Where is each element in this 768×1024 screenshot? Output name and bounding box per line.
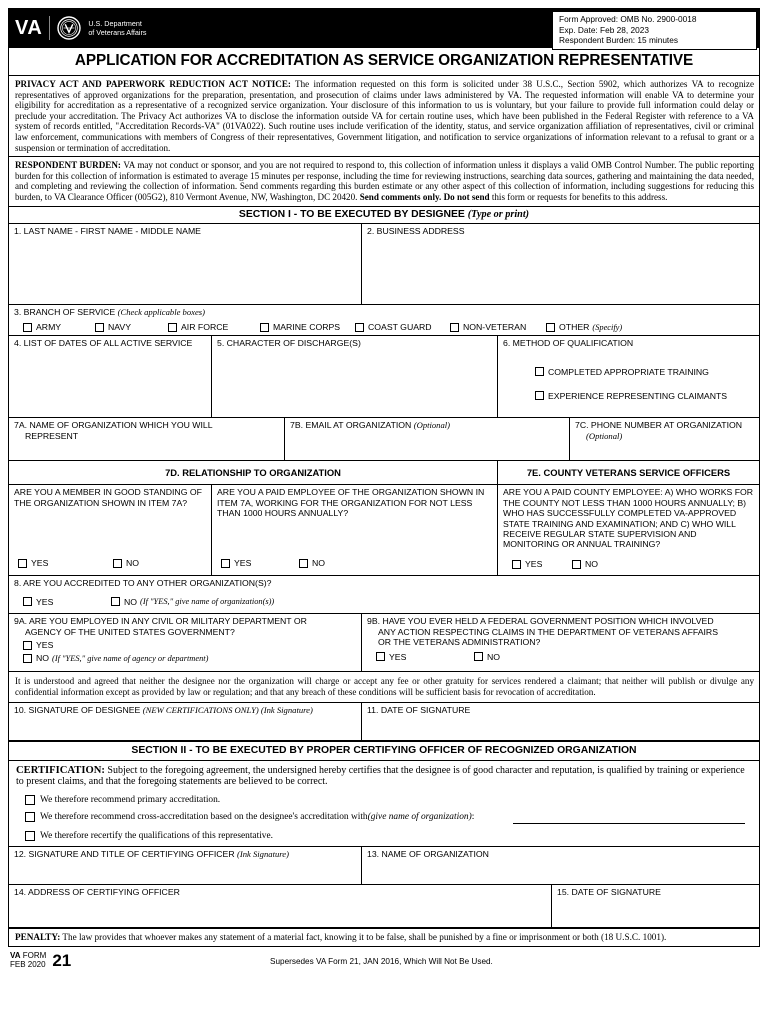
- va-wordmark: VA: [15, 17, 43, 39]
- checkbox-label-suffix: :: [471, 811, 475, 822]
- item-7a-label: [14, 420, 280, 441]
- item-4-label: 4. LIST OF DATES OF ALL ACTIVE SERVICE: [14, 338, 193, 349]
- checkbox-label-hint: (If "YES," give name of organization(s)): [140, 597, 275, 607]
- checkbox-label: AIR FORCE: [181, 322, 229, 333]
- yesno-group-7d-1: [18, 558, 206, 568]
- field-designee-signature[interactable]: [9, 703, 362, 740]
- field-certifying-officer-signature[interactable]: [9, 847, 362, 884]
- checkbox-recommend-cross-accreditation[interactable]: [25, 812, 753, 822]
- checkbox-box-icon[interactable]: [450, 323, 459, 332]
- yesno-group-7e: [512, 559, 692, 569]
- checkbox-label-hint: (give name of organization): [367, 811, 472, 822]
- field-character-of-discharge[interactable]: [212, 336, 498, 417]
- checkbox-7d1-yes[interactable]: [18, 558, 113, 568]
- checkbox-7e-no[interactable]: [572, 559, 598, 569]
- checkbox-box-icon[interactable]: [23, 323, 32, 332]
- checkbox-7e-yes[interactable]: [512, 559, 572, 569]
- field-date-of-signature-certifying[interactable]: [552, 885, 759, 927]
- item-12-label-hint: (Ink Signature): [237, 848, 289, 859]
- item-7c-label-hint: (Optional): [586, 430, 623, 441]
- checkbox-box-icon[interactable]: [535, 391, 544, 400]
- checkbox-box-icon[interactable]: [572, 560, 581, 569]
- field-accredited-other-organizations: [9, 576, 759, 613]
- field-federal-position-claims: [362, 614, 759, 671]
- penalty-body: The law provides that whoever makes any statement of a material fact, knowing it to be false, shall be punished by a fine or imprisonment or both (18 U.S.C. 1001).: [60, 931, 667, 942]
- checkbox-box-icon[interactable]: [376, 652, 385, 661]
- checkbox-7d2-no[interactable]: [299, 558, 325, 568]
- item-10-label: [14, 705, 357, 715]
- field-organization-name-certifying[interactable]: [362, 847, 759, 884]
- checkbox-label: OTHER: [559, 322, 590, 333]
- branch-checkbox-group: [14, 322, 755, 332]
- respondent-burden-body1: VA may not conduct or sponsor, and you are not required to respond to, this collection of information unless it displays a valid OMB Control Number. The public reporting burden for this collection of information is estimated to average 15 minutes per response, including the time for reviewing instructions, searching data sources, gathering and maintaining the data needed, and completing and reviewing the collection of information. Send comments regarding this burden estimate or any other aspect of this collection of information, including suggestions for reducing this burden, to VA Clearance Officer (005G2), 810 Vermont Avenue, NW, Washington, DC 20420.: [15, 160, 754, 202]
- item-3-label-text: 3. BRANCH OF SERVICE: [14, 307, 118, 318]
- field-last-first-middle-name[interactable]: [9, 224, 362, 304]
- checkbox-box-icon[interactable]: [111, 597, 120, 606]
- checkbox-recertify-qualifications[interactable]: [25, 831, 753, 841]
- checkbox-item9b-no[interactable]: [474, 652, 500, 662]
- form-outer-box: [8, 8, 760, 947]
- checkbox-label: We therefore recommend cross-accreditation based on the designee's accreditation with: [40, 811, 368, 822]
- item-3-label-hint: (Check applicable boxes): [117, 307, 205, 318]
- item-9b-label: [367, 616, 755, 647]
- checkbox-box-icon[interactable]: [260, 323, 269, 332]
- checkbox-item9a-no[interactable]: [23, 653, 357, 663]
- checkbox-branch-coast-guard[interactable]: [355, 322, 450, 332]
- item-2-label: 2. BUSINESS ADDRESS: [367, 226, 465, 237]
- item-10-label-text: 10. SIGNATURE OF DESIGNEE: [14, 704, 143, 715]
- row-item-1-2: [9, 224, 759, 305]
- item-6-label: 6. METHOD OF QUALIFICATION: [503, 338, 634, 349]
- cross-accreditation-writein-line[interactable]: [513, 823, 745, 824]
- checkbox-item8-no[interactable]: [111, 597, 274, 607]
- certification-text: [16, 765, 753, 788]
- va-logo: [15, 16, 147, 40]
- supersedes-note: Supersedes VA Form 21, JAN 2016, Which Will Not Be Used.: [270, 956, 493, 966]
- privacy-act-notice: [9, 76, 759, 157]
- field-member-good-standing: [9, 485, 212, 575]
- checkbox-box-icon[interactable]: [25, 831, 35, 841]
- item-9a-label: [14, 616, 357, 637]
- field-organization-phone[interactable]: [570, 418, 759, 460]
- row-item-12-13: [9, 847, 759, 885]
- checkbox-label: YES: [31, 558, 49, 569]
- checkbox-branch-army[interactable]: [23, 322, 95, 332]
- row-7d-7e-headers: [9, 461, 759, 485]
- checkbox-box-icon[interactable]: [25, 795, 35, 805]
- send-comments-only-bold: Send comments only.: [359, 191, 442, 202]
- checkbox-box-icon[interactable]: [95, 323, 104, 332]
- certification-block: [9, 761, 759, 847]
- form-footer: [8, 947, 760, 970]
- va-form-label-form: FORM: [20, 950, 47, 960]
- row-item-4-5-6: [9, 336, 759, 418]
- item-9b-label-line3: OR THE VETERANS ADMINISTRATION?: [378, 637, 541, 648]
- item-8-label: 8. ARE YOU ACCREDITED TO ANY OTHER ORGANIZATION(S)?: [14, 578, 272, 589]
- form-header-banner: [9, 9, 759, 47]
- item-3-label: [14, 307, 755, 317]
- item-9b-label-line2: ANY ACTION RESPECTING CLAIMS IN THE DEPARTMENT OF VETERANS AFFAIRS: [378, 626, 719, 637]
- va-dept-line1: U.S. Department: [88, 18, 142, 28]
- item-14-label: 14. ADDRESS OF CERTIFYING OFFICER: [14, 886, 180, 897]
- checkbox-box-icon[interactable]: [221, 559, 230, 568]
- yesno-group-item-8: [14, 597, 755, 607]
- field-date-of-signature-designee[interactable]: [362, 703, 759, 740]
- question-7d-1-label: ARE YOU A MEMBER IN GOOD STANDING OF THE ORGANIZATION SHOWN IN ITEM 7A?: [14, 487, 202, 508]
- item-10-label-hint: (NEW CERTIFICATIONS ONLY) (Ink Signature): [142, 704, 313, 715]
- row-item-14-15: [9, 885, 759, 928]
- field-active-service-dates[interactable]: [9, 336, 212, 417]
- checkbox-branch-air-force[interactable]: [168, 322, 260, 332]
- checkbox-label: YES: [234, 558, 252, 569]
- checkbox-box-icon[interactable]: [474, 652, 483, 661]
- va-form-designation: [10, 951, 46, 970]
- checkbox-box-icon[interactable]: [535, 367, 544, 376]
- respondent-burden-notice: [9, 157, 759, 206]
- field-business-address[interactable]: [362, 224, 759, 304]
- va-dept-line2: of Veterans Affairs: [88, 28, 147, 37]
- row-item-8: [9, 576, 759, 614]
- checkbox-branch-non-veteran[interactable]: [450, 322, 546, 332]
- va-form-number: 21: [52, 950, 72, 970]
- checkbox-label: We therefore recommend primary accreditation.: [40, 794, 221, 805]
- field-employed-government: [9, 614, 362, 671]
- va-department-name: [88, 19, 146, 37]
- logo-divider: [49, 16, 50, 40]
- checkbox-label: NO: [124, 596, 138, 607]
- checkbox-branch-navy[interactable]: [95, 322, 168, 332]
- question-7e-label: ARE YOU A PAID COUNTY EMPLOYEE: A) WHO WORKS FOR THE COUNTY NOT LESS THAN 1000 HOURS ANNUALLY; B) WHO HAS SUCCESSFULLY COMPLETED VA-APPROVED STATE TRAINING AND EXAMINATION; AND C) WHO WILL RECEIVE REGULAR STATE SUPERVISION AND MONITORING OR ANNUAL TRAINING?: [503, 487, 754, 550]
- item-7a-label-line1: 7A. NAME OF ORGANIZATION WHICH YOU WILL: [14, 420, 213, 431]
- item-13-label: 13. NAME OF ORGANIZATION: [367, 848, 489, 859]
- checkbox-label-hint: (If "YES," give name of agency or department): [52, 653, 209, 663]
- checkbox-label: MARINE CORPS: [273, 322, 341, 333]
- section-1-header: [9, 207, 759, 225]
- item-9a-label-line1: 9A. ARE YOU EMPLOYED IN ANY CIVIL OR MILITARY DEPARTMENT OR: [14, 616, 307, 627]
- agreement-paragraph: It is understood and agreed that neither the designee nor the organization will charge or accept any fee or other gratuity for services rendered a claimant; that neither will publish or divulge any confidential information except as provided by law or regulation; and that any breach of these conditions will be sufficient basis for revocation of accreditation.: [9, 672, 759, 702]
- section-1-subtitle: (Type or print): [467, 209, 530, 221]
- checkbox-label: NON-VETERAN: [463, 322, 527, 333]
- subsection-7d-header: 7D. RELATIONSHIP TO ORGANIZATION: [9, 461, 498, 484]
- field-organization-email[interactable]: [285, 418, 570, 460]
- checkbox-item9a-yes[interactable]: [23, 640, 357, 650]
- checkbox-label: NO: [487, 651, 501, 662]
- certification-body: Subject to the foregoing agreement, the undersigned hereby certifies that the designee is of good character and reputation, is qualified by training or experience to present claims, and that the foregoing statements are believed to be correct.: [16, 764, 745, 788]
- checkbox-label: ARMY: [36, 322, 62, 333]
- omb-approval-box: [552, 11, 757, 50]
- row-item-10-11: [9, 703, 759, 741]
- checkbox-branch-marine-corps[interactable]: [260, 322, 355, 332]
- item-12-label-text: 12. SIGNATURE AND TITLE OF CERTIFYING OFFICER: [14, 848, 238, 859]
- yesno-group-item-9b: [367, 652, 755, 662]
- va-form-label-va: VA: [10, 950, 21, 960]
- checkbox-box-icon[interactable]: [23, 641, 32, 650]
- privacy-act-body: The information requested on this form is solicited under 38 U.S.C., Section 5902, which authorizes VA to recognize representatives of approved organizations for the preparation, presentation, and prosecution of claims under laws administered by VA. The requested information will enable VA to determine your eligibility for accreditation as a representative of a recognized service organization. Your disclosure of this information to us is voluntary, but your failure to provide full information could delay or preclude your accreditation. The Privacy Act authorizes VA to disclose the information outside VA for certain routine uses, which have been published in the Federal Register with reference to a VA system of records entitled, "Accreditation Records-VA" (01VA022). Such routine uses include verification of the identity, status, and service organization affiliation of representatives, civil or criminal law enforcement, communications with members of Congress of their representatives, Government litigation, and notification to service organizations of information relevant to a refusal to grant or a suspension or termination of accreditation.: [15, 79, 754, 153]
- section-1-title: SECTION I - TO BE EXECUTED BY DESIGNEE: [238, 209, 468, 221]
- form-title: APPLICATION FOR ACCREDITATION AS SERVICE ORGANIZATION REPRESENTATIVE: [9, 47, 759, 76]
- item-15-label: 15. DATE OF SIGNATURE: [557, 886, 661, 897]
- field-paid-county-employee: [498, 485, 759, 575]
- checkbox-label: We therefore recertify the qualifications of this representative.: [40, 830, 273, 841]
- field-paid-employee-organization: [212, 485, 498, 575]
- respondent-burden-heading: RESPONDENT BURDEN:: [15, 160, 121, 171]
- checkbox-box-icon[interactable]: [512, 560, 521, 569]
- section-2-header: SECTION II - TO BE EXECUTED BY PROPER CERTIFYING OFFICER OF RECOGNIZED ORGANIZATION: [9, 741, 759, 761]
- checkbox-label: NO: [312, 558, 326, 569]
- field-branch-of-service: [9, 305, 759, 335]
- row-item-7a-7b-7c: [9, 418, 759, 461]
- checkbox-box-icon[interactable]: [18, 559, 27, 568]
- omb-respondent-burden: Respondent Burden: 15 minutes: [559, 35, 679, 46]
- item-7c-label: [575, 420, 755, 441]
- item-7b-label: [290, 420, 565, 430]
- question-7d-2-label: ARE YOU A PAID EMPLOYEE OF THE ORGANIZATION SHOWN IN ITEM 7A, WORKING FOR THE ORGANIZATION FOR NOT LESS THAN 1000 HOURS ANNUALLY?: [217, 487, 485, 519]
- subsection-7e-header: 7E. COUNTY VETERANS SERVICE OFFICERS: [526, 467, 731, 479]
- checkbox-label: COMPLETED APPROPRIATE TRAINING: [548, 366, 709, 377]
- va-seal-icon: [57, 16, 81, 40]
- checkbox-label: YES: [389, 651, 407, 662]
- checkbox-label: NO: [126, 558, 140, 569]
- checkbox-experience-representing-claimants[interactable]: [535, 391, 755, 401]
- checkbox-label: EXPERIENCE REPRESENTING CLAIMANTS: [548, 390, 728, 401]
- item-9a-label-line2: AGENCY OF THE UNITED STATES GOVERNMENT?: [25, 626, 235, 637]
- checkbox-box-icon[interactable]: [168, 323, 177, 332]
- checkbox-label: NO: [36, 653, 50, 664]
- checkbox-label: COAST GUARD: [368, 322, 432, 333]
- item-12-label: [14, 849, 357, 859]
- do-not-send-bold: Do not send: [443, 191, 490, 202]
- field-method-of-qualification: [498, 336, 759, 417]
- privacy-act-heading: PRIVACY ACT AND PAPERWORK REDUCTION ACT NOTICE:: [15, 79, 291, 89]
- checkbox-label: YES: [36, 640, 54, 651]
- omb-exp-date: Exp. Date: Feb 28, 2023: [559, 24, 649, 35]
- yesno-group-7d-2: [221, 558, 421, 568]
- respondent-burden-body2: this form or requests for benefits to this address.: [489, 191, 668, 202]
- checkbox-recommend-primary[interactable]: [25, 795, 753, 805]
- item-7c-label-text: 7C. PHONE NUMBER AT ORGANIZATION: [575, 420, 743, 431]
- checkbox-7d1-no[interactable]: [113, 558, 139, 568]
- item-9b-label-line1: 9B. HAVE YOU EVER HELD A FEDERAL GOVERNMENT POSITION WHICH INVOLVED: [367, 616, 714, 627]
- checkbox-7d2-yes[interactable]: [221, 558, 299, 568]
- certification-heading: CERTIFICATION:: [16, 764, 105, 776]
- item-7b-label-text: 7B. EMAIL AT ORGANIZATION: [290, 420, 414, 431]
- penalty-heading: PENALTY:: [15, 931, 61, 942]
- checkbox-box-icon[interactable]: [25, 812, 35, 822]
- field-certifying-officer-address[interactable]: [9, 885, 552, 927]
- item-1-label: 1. LAST NAME - FIRST NAME - MIDDLE NAME: [14, 226, 201, 237]
- checkbox-box-icon[interactable]: [23, 597, 32, 606]
- checkbox-label: NAVY: [108, 322, 132, 333]
- row-item-9a-9b: [9, 614, 759, 672]
- penalty-notice: [9, 928, 759, 946]
- checkbox-branch-other[interactable]: [546, 322, 622, 332]
- checkbox-box-icon[interactable]: [299, 559, 308, 568]
- item-7a-label-line2: REPRESENT: [25, 430, 79, 441]
- field-organization-name[interactable]: [9, 418, 285, 460]
- checkbox-completed-training[interactable]: [535, 367, 755, 377]
- checkbox-label: NO: [585, 559, 599, 570]
- checkbox-item8-yes[interactable]: [23, 597, 111, 607]
- row-7d-7e-questions: [9, 485, 759, 576]
- checkbox-item9b-yes[interactable]: [376, 652, 474, 662]
- checkbox-label: YES: [525, 559, 543, 570]
- va-form-date: FEB 2020: [10, 960, 46, 970]
- omb-number: Form Approved: OMB No. 2900-0018: [559, 14, 697, 24]
- item-5-label: 5. CHARACTER OF DISCHARGE(S): [217, 338, 361, 349]
- checkbox-box-icon[interactable]: [355, 323, 364, 332]
- checkbox-label: YES: [36, 596, 54, 607]
- row-item-3: [9, 305, 759, 336]
- checkbox-box-icon[interactable]: [546, 323, 555, 332]
- item-7b-label-hint: (Optional): [413, 420, 451, 431]
- checkbox-box-icon[interactable]: [23, 654, 32, 663]
- checkbox-box-icon[interactable]: [113, 559, 122, 568]
- item-11-label: 11. DATE OF SIGNATURE: [367, 704, 471, 715]
- checkbox-label-hint: (Specify): [592, 322, 623, 332]
